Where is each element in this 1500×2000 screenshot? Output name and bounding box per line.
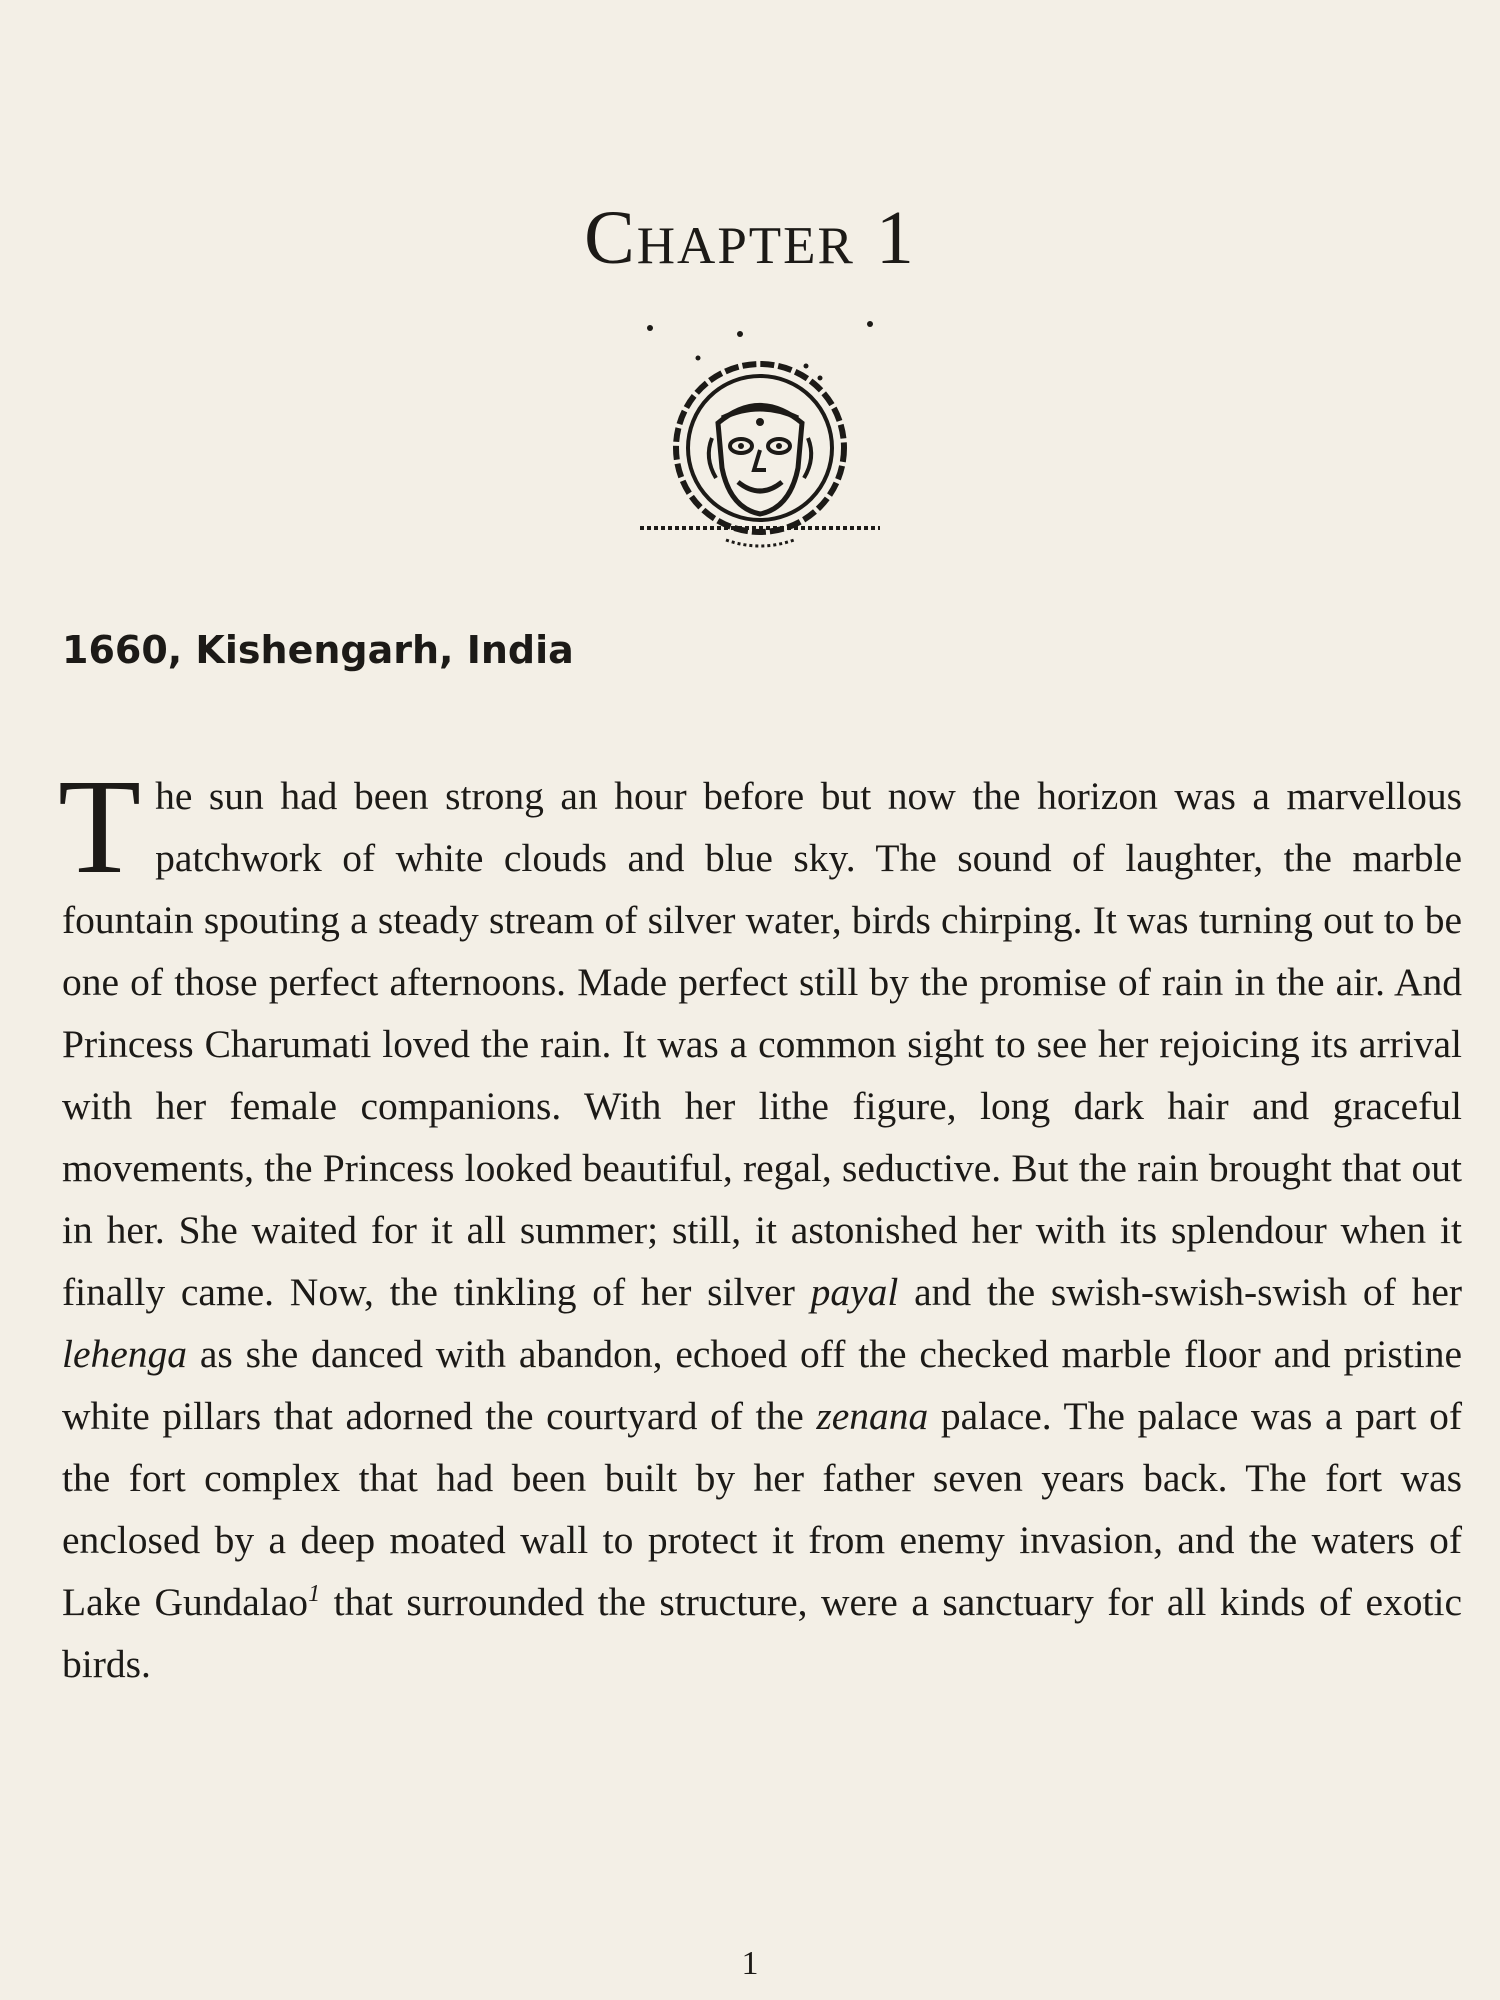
body-paragraph <box>58 752 1462 1695</box>
body-text-part-5: that surrounded the structure, were a sanctuary for all kinds of exotic birds. <box>62 1580 1462 1686</box>
body-text-part-1: he sun had been strong an hour before but now the horizon was a marvellous patchwork of white clouds and blue sky. The sound of laughter, the marble fountain spouting a steady stream of silver water, birds chirping. It was turning out to be one of those perfect afternoons. Made perfect still by the promise of rain in the air. And Princess Charumati loved the rain. It was a common sight to see her rejoicing its arrival with her female companions. With her lithe figure, long dark hair and graceful movements, the Princess looked beautiful, regal, seductive. But the rain brought that out in her. She waited for it all summer; still, it astonished her with its splendour when it finally came. Now, the tinkling of her silver <box>62 774 1462 1314</box>
section-subheading: 1660, Kishengarh, India <box>62 628 574 672</box>
italic-term-lehenga: lehenga <box>62 1332 188 1376</box>
footnote-reference: 1 <box>308 1580 321 1607</box>
face-mask-emblem-icon <box>630 318 890 558</box>
page-number: 1 <box>741 1945 759 1982</box>
chapter-title: Chapter 1 <box>584 196 916 280</box>
italic-term-zenana: zenana <box>816 1394 929 1438</box>
body-text-part-3: as she danced with abandon, echoed off the checked marble floor and pristine white pillars that adorned the courtyard of the <box>62 1332 1462 1438</box>
body-text-part-2: and the swish-swish-swish of her <box>898 1270 1462 1314</box>
body-text-part-4: palace. The palace was a part of the fort complex that had been built by her father seven years back. The fort was enclosed by a deep moated wall to protect it from enemy invasion, and the waters of Lake Gundalao <box>62 1394 1462 1624</box>
italic-term-payal: payal <box>810 1270 899 1314</box>
drop-cap: T <box>58 752 142 902</box>
